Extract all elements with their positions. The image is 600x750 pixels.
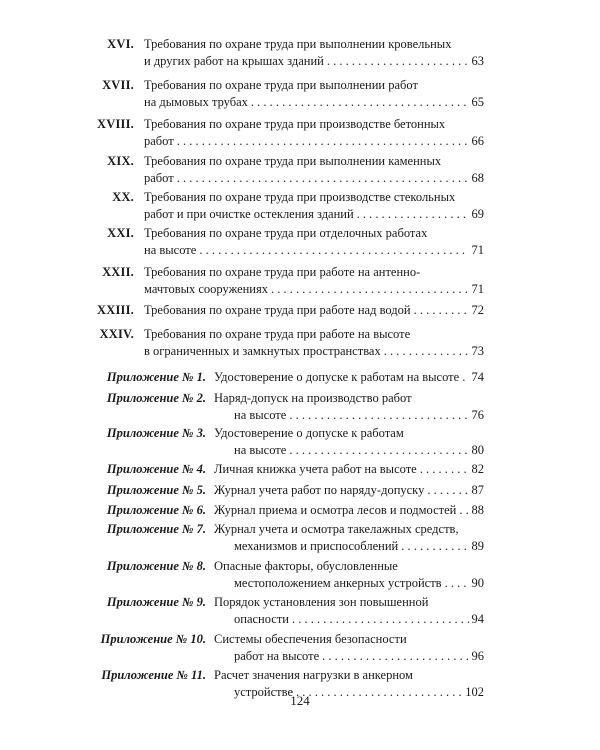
dot-leader (445, 575, 469, 592)
chapter-number: XXI. (107, 226, 134, 240)
page-ref: 71 (471, 282, 484, 296)
toc-entry-chapter-xix[interactable] (0, 153, 600, 187)
chapter-number: XX. (112, 190, 134, 204)
dot-leader (327, 53, 469, 70)
toc-entry-appendix-9[interactable] (0, 594, 600, 628)
entry-title-line: Системы обеспечения безопасности (214, 632, 407, 646)
page-ref: 65 (471, 95, 484, 109)
dot-leader (322, 648, 468, 665)
entry-title-line: Опасные факторы, обусловленные (214, 559, 398, 573)
page-ref: 66 (471, 134, 484, 148)
page-ref: 68 (471, 171, 484, 185)
entry-title-line: Удостоверение о допуске к работам на высоте (214, 370, 460, 384)
page-ref: 73 (471, 344, 484, 358)
toc-entry-appendix-1[interactable] (0, 369, 600, 386)
page-ref: 102 (465, 685, 484, 699)
page-ref: 88 (471, 503, 484, 517)
entry-title-line: Требования по охране труда при отделочных работах (144, 226, 428, 240)
toc-entry-appendix-8[interactable] (0, 558, 600, 592)
entry-title-line: на дымовых трубах (144, 95, 248, 109)
entry-title-line: Требования по охране труда при производстве бетонных (144, 117, 446, 131)
dot-leader (427, 482, 468, 499)
toc-entry-chapter-xvii[interactable] (0, 77, 600, 111)
toc-entry-appendix-5[interactable] (0, 482, 600, 499)
entry-title-line: мачтовых сооружениях (144, 282, 268, 296)
appendix-number: Приложение № 2. (106, 391, 206, 405)
dot-leader (199, 242, 468, 259)
appendix-number: Приложение № 4. (106, 462, 206, 476)
page-ref: 82 (471, 462, 484, 476)
chapter-number: XXIV. (99, 327, 134, 341)
entry-title-line: на высоте (234, 408, 287, 422)
dot-leader (177, 170, 469, 187)
appendix-number: Приложение № 8. (106, 559, 206, 573)
appendix-number: Приложение № 7. (106, 522, 206, 536)
toc-entry-chapter-xxii[interactable] (0, 264, 600, 298)
toc-entry-chapter-xxiii[interactable] (0, 302, 600, 319)
entry-title-line: на высоте (144, 243, 197, 257)
page-ref: 72 (471, 303, 484, 317)
entry-title-line: Порядок установления зон повышенной (214, 595, 429, 609)
dot-leader (251, 94, 469, 111)
page-ref: 89 (471, 539, 484, 553)
appendix-number: Приложение № 3. (106, 426, 206, 440)
entry-title-line: и других работ на крышах зданий (144, 54, 324, 68)
entry-title-line: на высоте (234, 443, 287, 457)
chapter-number: XIX. (107, 154, 134, 168)
chapter-number: XVII. (102, 78, 134, 92)
appendix-number: Приложение № 5. (106, 483, 206, 497)
entry-title-line: работ на высоте (234, 649, 320, 663)
entry-title-line: работ (144, 171, 174, 185)
entry-title-line: в ограниченных и замкнутых пространствах (144, 344, 381, 358)
chapter-number: XXIII. (97, 303, 134, 317)
entry-title-line: Требования по охране труда при выполнении работ (144, 78, 418, 92)
page-ref: 90 (471, 576, 484, 590)
dot-leader (357, 206, 469, 223)
dot-leader (401, 538, 468, 555)
toc-entry-appendix-2[interactable] (0, 390, 600, 424)
appendix-number: Приложение № 9. (106, 595, 206, 609)
dot-leader (414, 302, 469, 319)
page-ref: 63 (471, 54, 484, 68)
page-ref: 80 (471, 443, 484, 457)
entry-title-line: устройстве (234, 685, 293, 699)
toc-entry-appendix-10[interactable] (0, 631, 600, 665)
entry-title-line: Журнал приема и осмотра лесов и подмостей (214, 503, 457, 517)
entry-title-line: Требования по охране труда при выполнении кровельных (144, 37, 452, 51)
dot-leader (271, 281, 469, 298)
chapter-number: XVI. (107, 37, 134, 51)
toc-entry-chapter-xxi[interactable] (0, 225, 600, 259)
dot-leader (289, 407, 468, 424)
entry-title-line: местоположением анкерных устройств (234, 576, 442, 590)
entry-title-line: механизмов и приспособлений (234, 539, 399, 553)
page-ref: 96 (471, 649, 484, 663)
page-ref: 76 (471, 408, 484, 422)
entry-title-line: Требования по охране труда при работе на высоте (144, 327, 411, 341)
dot-leader (384, 343, 469, 360)
entry-title-line: Расчет значения нагрузки в анкерном (214, 668, 413, 682)
page-ref: 87 (471, 483, 484, 497)
dot-leader (289, 442, 468, 459)
appendix-number: Приложение № 10. (100, 632, 206, 646)
entry-title-line: работ (144, 134, 174, 148)
toc-entry-chapter-xxiv[interactable] (0, 326, 600, 360)
page-ref: 69 (471, 207, 484, 221)
appendix-number: Приложение № 6. (106, 503, 206, 517)
chapter-number: XVIII. (97, 117, 134, 131)
entry-title-line: Журнал учета работ по наряду-допуску (214, 483, 425, 497)
entry-title-line: Требования по охране труда при выполнении каменных (144, 154, 442, 168)
toc-entry-chapter-xviii[interactable] (0, 116, 600, 150)
dot-leader (459, 502, 468, 519)
entry-title-line: Требования по охране труда при производстве стекольных (144, 190, 456, 204)
toc-entry-chapter-xvi[interactable] (0, 36, 600, 70)
toc-entry-chapter-xx[interactable] (0, 189, 600, 223)
toc-entry-appendix-3[interactable] (0, 425, 600, 459)
dot-leader (420, 461, 469, 478)
page-ref: 74 (471, 370, 484, 384)
chapter-number: XXII. (102, 265, 134, 279)
entry-title-line: Удостоверение о допуске к работам (214, 426, 404, 440)
toc-entry-appendix-4[interactable] (0, 461, 600, 478)
toc-entry-appendix-7[interactable] (0, 521, 600, 555)
entry-title-line: Требования по охране труда при работе над водой (144, 303, 411, 317)
entry-title-line: Наряд-допуск на производство работ (214, 391, 412, 405)
appendix-number: Приложение № 1. (106, 370, 206, 384)
dot-leader (292, 611, 469, 628)
entry-title-line: Личная книжка учета работ на высоте (214, 462, 417, 476)
page-ref: 94 (471, 612, 484, 626)
page-number: 124 (290, 693, 310, 708)
entry-title-line: опасности (234, 612, 289, 626)
dot-leader (177, 133, 469, 150)
dot-leader (462, 369, 468, 386)
entry-title-line: работ и при очистке остекления зданий (144, 207, 354, 221)
appendix-number: Приложение № 11. (101, 668, 206, 682)
entry-title-line: Журнал учета и осмотра такелажных средств, (214, 522, 459, 536)
toc-entry-appendix-6[interactable] (0, 502, 600, 519)
page-ref: 71 (471, 243, 484, 257)
entry-title-line: Требования по охране труда при работе на антенно- (144, 265, 421, 279)
